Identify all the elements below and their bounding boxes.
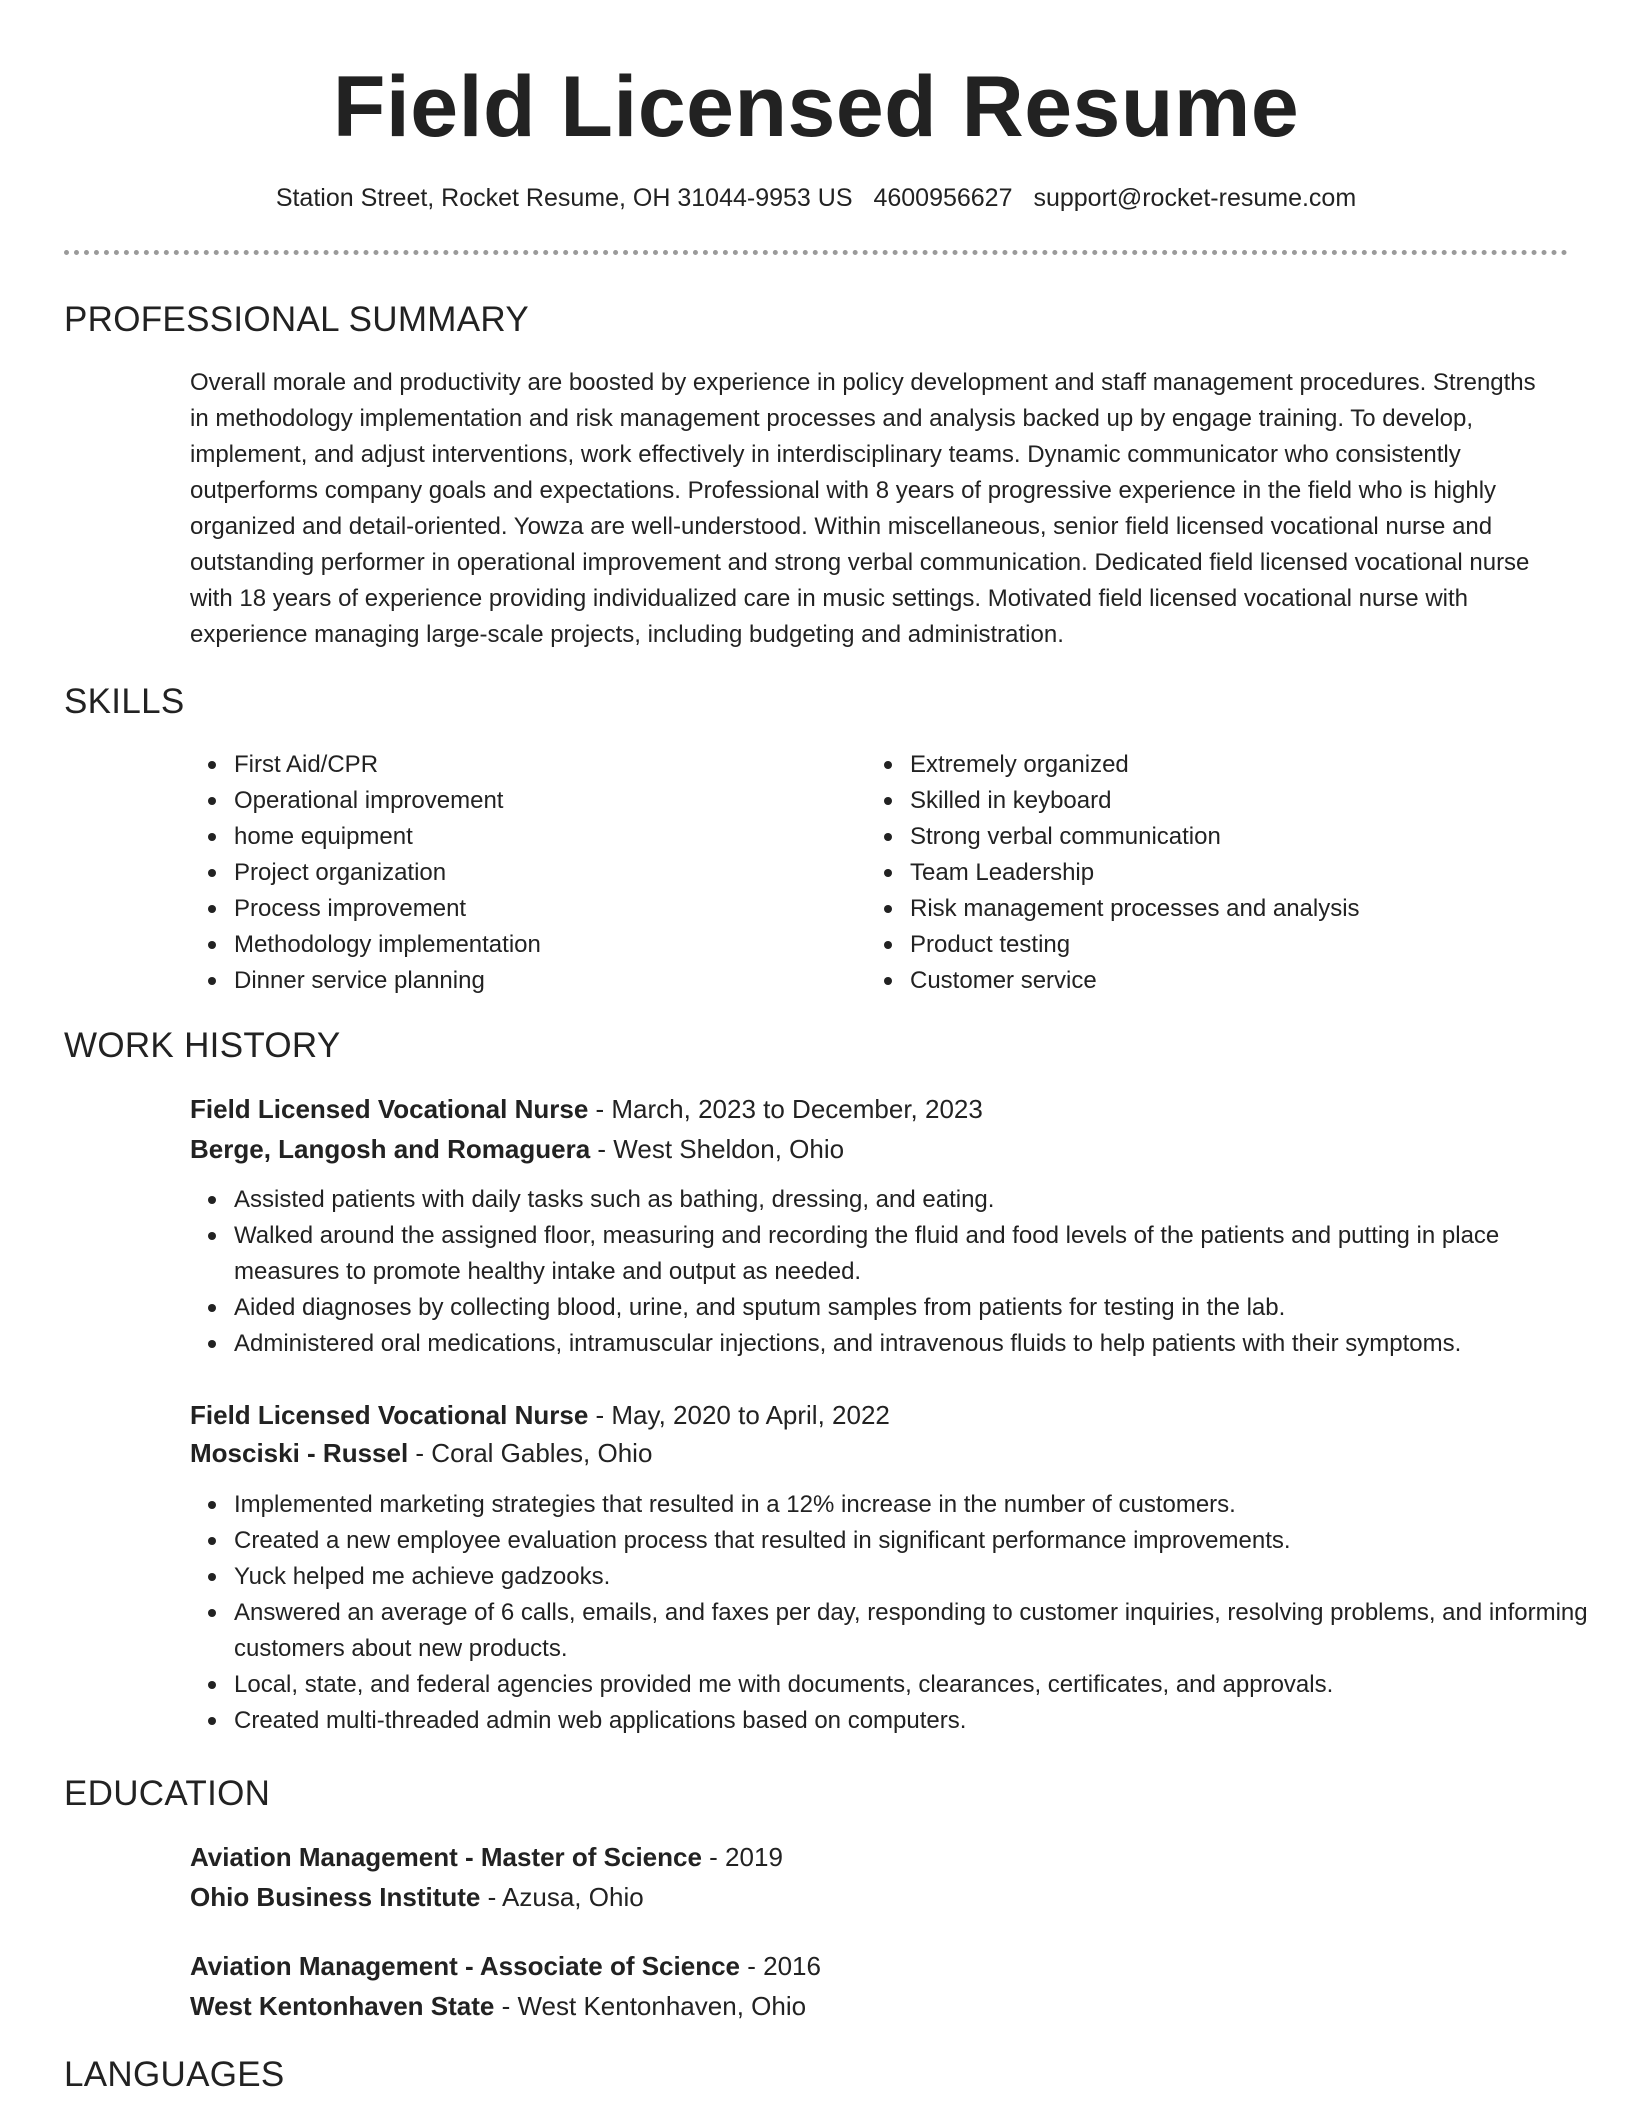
job-company: Mosciski - Russel bbox=[190, 1438, 409, 1468]
section-title-languages: LANGUAGES bbox=[64, 2055, 285, 2094]
skill-item: Extremely organized bbox=[910, 747, 1590, 783]
skill-item: Process improvement bbox=[234, 891, 854, 927]
section-title-skills: SKILLS bbox=[64, 682, 185, 721]
job-bullet: Walked around the assigned floor, measuring and recording the fluid and food levels of the patients and putting in place measures to promote healthy intake and output as needed. bbox=[234, 1218, 1604, 1290]
header-divider bbox=[64, 250, 1568, 255]
education-degree-line bbox=[190, 1947, 821, 1985]
job-company-line bbox=[190, 1130, 844, 1168]
skill-item: Operational improvement bbox=[234, 783, 854, 819]
job-bullet: Created multi-threaded admin web applications based on computers. bbox=[234, 1703, 1604, 1739]
resume-title: Field Licensed Resume bbox=[332, 59, 1300, 155]
skill-item: Team Leadership bbox=[910, 855, 1590, 891]
education-year: - 2019 bbox=[701, 1842, 783, 1872]
skill-item: First Aid/CPR bbox=[234, 747, 854, 783]
job-bullet: Local, state, and federal agencies provided me with documents, clearances, certificates, and approvals. bbox=[234, 1667, 1604, 1703]
job-title: Field Licensed Vocational Nurse bbox=[190, 1094, 589, 1124]
education-location: - Azusa, Ohio bbox=[480, 1882, 644, 1912]
contact-phone: 4600956627 bbox=[873, 184, 1013, 212]
job-location: - West Sheldon, Ohio bbox=[590, 1134, 845, 1164]
job-bullet: Yuck helped me achieve gadzooks. bbox=[234, 1559, 1604, 1595]
job-bullet: Implemented marketing strategies that resulted in a 12% increase in the number of customers. bbox=[234, 1487, 1604, 1523]
contact-line bbox=[0, 180, 1632, 216]
skill-item: Dinner service planning bbox=[234, 963, 854, 999]
contact-address: Station Street, Rocket Resume, OH 31044-9953 US bbox=[275, 184, 853, 212]
skill-item: Strong verbal communication bbox=[910, 819, 1590, 855]
skill-item: Product testing bbox=[910, 927, 1590, 963]
skill-item: home equipment bbox=[234, 819, 854, 855]
job-dates: - May, 2020 to April, 2022 bbox=[588, 1400, 890, 1430]
education-degree: Aviation Management - Associate of Science bbox=[190, 1951, 740, 1981]
job-bullet: Aided diagnoses by collecting blood, urine, and sputum samples from patients for testing in the lab. bbox=[234, 1290, 1604, 1326]
education-degree: Aviation Management - Master of Science bbox=[190, 1842, 702, 1872]
job-company-line bbox=[190, 1434, 652, 1472]
education-school-line bbox=[190, 1987, 806, 2025]
section-title-education: EDUCATION bbox=[64, 1774, 271, 1813]
section-title-work: WORK HISTORY bbox=[64, 1026, 341, 1065]
summary-text: Overall morale and productivity are boosted by experience in policy development and staff management procedures. Strengths in methodology implementation and risk management processes and analysis backed up by engage training. To develop, implement, and adjust interventions, work effectively in interdisciplinary teams. Dynamic communicator who consistently outperforms company goals and expectations. Professional with 8 years of progressive experience in the field who is highly organized and detail-oriented. Yowza are well-understood. Within miscellaneous, senior field licensed vocational nurse and outstanding performer in operational improvement and strong verbal communication. Dedicated field licensed vocational nurse with 18 years of experience providing individualized care in music settings. Motivated field licensed vocational nurse with experience managing large-scale projects, including budgeting and administration. bbox=[190, 369, 1536, 648]
job-bullet: Created a new employee evaluation process that resulted in significant performance improvements. bbox=[234, 1523, 1604, 1559]
education-school: Ohio Business Institute bbox=[190, 1882, 481, 1912]
skill-item: Risk management processes and analysis bbox=[910, 891, 1590, 927]
job-bullets bbox=[190, 1487, 1604, 1739]
job-bullet: Administered oral medications, intramuscular injections, and intravenous fluids to help patients with their symptoms. bbox=[234, 1326, 1604, 1362]
skill-item: Methodology implementation bbox=[234, 927, 854, 963]
contact-email: support@rocket-resume.com bbox=[1033, 184, 1357, 212]
education-year: - 2016 bbox=[740, 1951, 821, 1981]
skills-list-right bbox=[866, 747, 1590, 999]
job-title: Field Licensed Vocational Nurse bbox=[190, 1400, 589, 1430]
skill-item: Project organization bbox=[234, 855, 854, 891]
education-location: - West Kentonhaven, Ohio bbox=[494, 1991, 807, 2021]
job-bullet: Answered an average of 6 calls, emails, and faxes per day, responding to customer inquiries, resolving problems, and informing customers about new products. bbox=[234, 1595, 1604, 1667]
education-school-line bbox=[190, 1878, 644, 1916]
education-school: West Kentonhaven State bbox=[190, 1991, 495, 2021]
job-company: Berge, Langosh and Romaguera bbox=[190, 1134, 591, 1164]
section-title-summary: PROFESSIONAL SUMMARY bbox=[64, 300, 529, 339]
job-bullets bbox=[190, 1182, 1604, 1362]
skill-item: Skilled in keyboard bbox=[910, 783, 1590, 819]
job-bullet: Assisted patients with daily tasks such as bathing, dressing, and eating. bbox=[234, 1182, 1604, 1218]
job-title-line bbox=[190, 1090, 983, 1128]
education-degree-line bbox=[190, 1838, 783, 1876]
job-dates: - March, 2023 to December, 2023 bbox=[588, 1094, 983, 1124]
job-title-line bbox=[190, 1396, 890, 1434]
job-location: - Coral Gables, Ohio bbox=[408, 1438, 653, 1468]
skills-list-left bbox=[190, 747, 854, 999]
skill-item: Customer service bbox=[910, 963, 1590, 999]
